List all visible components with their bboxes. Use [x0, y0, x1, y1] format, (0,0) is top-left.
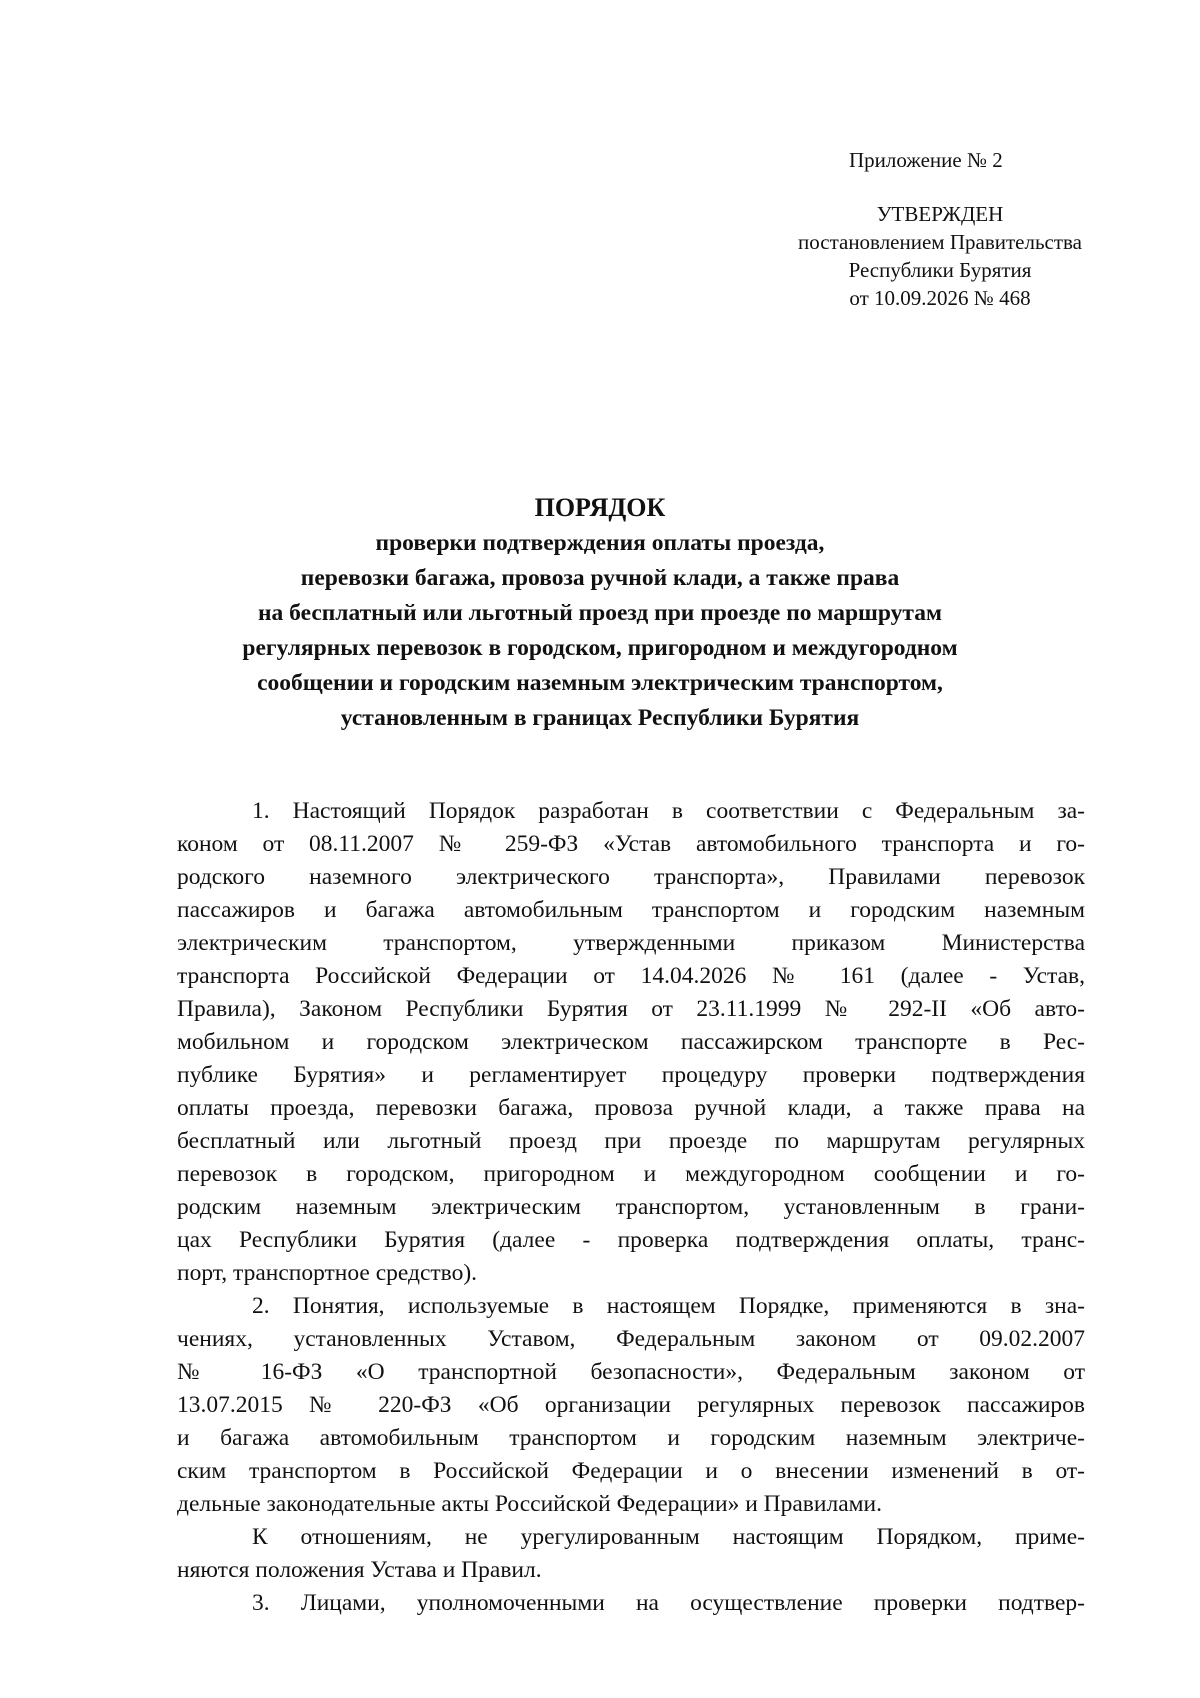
body-line: порт, транспортное средство).	[177, 1260, 478, 1286]
approval-stamp-line: от 10.09.2026 № 468	[849, 286, 1031, 310]
body-line: бесплатный или льготный проезд при проезде по маршрутам регулярных	[177, 1128, 1085, 1154]
body-line: К отношениям, не урегулированным настоящим Порядком, приме-	[252, 1524, 1085, 1550]
body-line: Правила), Законом Республики Бурятия от 23.11.1999 № 292-II «Об авто-	[177, 996, 1085, 1022]
body-line: родским наземным электрическим транспортом, установленным в грани-	[177, 1194, 1085, 1220]
body-line: № 16-ФЗ «О транспортной безопасности», Федеральным законом от	[177, 1359, 1085, 1385]
approval-stamp-line: УТВЕРЖДЕН	[876, 202, 1004, 226]
document-title	[150, 490, 1050, 736]
appendix-label: Приложение № 2	[849, 148, 1003, 172]
body-line: и багажа автомобильным транспортом и городским наземным электриче-	[177, 1425, 1085, 1451]
title-subtitle-line: сообщении и городским наземным электрическим транспортом,	[257, 670, 943, 696]
document-body	[177, 795, 1085, 1620]
body-line: 2. Понятия, используемые в настоящем Порядке, применяются в зна-	[252, 1293, 1085, 1319]
body-line: 3. Лицами, уполномоченными на осуществление проверки подтвер-	[252, 1590, 1085, 1616]
body-line: пассажиров и багажа автомобильным транспортом и городским наземным	[177, 897, 1085, 923]
body-line: дельные законодательные акты Российской Федерации» и Правилами.	[177, 1491, 882, 1517]
body-line: няются положения Устава и Правил.	[177, 1557, 542, 1583]
approval-stamp	[760, 200, 1120, 312]
approval-stamp-line: постановлением Правительства	[797, 230, 1082, 254]
body-line: публике Бурятия» и регламентирует процедуру проверки подтверждения	[177, 1062, 1085, 1088]
title-subtitle-line: проверки подтверждения оплаты проезда,	[375, 530, 825, 556]
body-line: электрическим транспортом, утвержденными приказом Министерства	[177, 930, 1085, 956]
body-line: чениях, установленных Уставом, Федеральным законом от 09.02.2007	[177, 1326, 1085, 1352]
body-line: 1. Настоящий Порядок разработан в соответствии с Федеральным за-	[252, 798, 1085, 824]
title-heading: ПОРЯДОК	[534, 493, 666, 522]
body-line: перевозок в городском, пригородном и междугородном сообщении и го-	[177, 1161, 1085, 1187]
title-subtitle-line: регулярных перевозок в городском, пригородном и междугородном	[242, 635, 958, 661]
title-subtitle-line: установленным в границах Республики Бурятия	[340, 705, 860, 731]
body-line: цах Республики Бурятия (далее - проверка подтверждения оплаты, транс-	[177, 1227, 1085, 1253]
body-line: транспорта Российской Федерации от 14.04.2026 № 161 (далее - Устав,	[177, 963, 1085, 989]
body-line: родского наземного электрического транспорта», Правилами перевозок	[177, 864, 1085, 890]
body-line: коном от 08.11.2007 № 259-ФЗ «Устав автомобильного транспорта и го-	[177, 831, 1085, 857]
title-subtitle-line: перевозки багажа, провоза ручной клади, а также права	[300, 565, 900, 591]
title-subtitle-line: на бесплатный или льготный проезд при проезде по маршрутам	[258, 600, 942, 626]
body-line: оплаты проезда, перевозки багажа, провоза ручной клади, а также права на	[177, 1095, 1085, 1121]
body-line: ским транспортом в Российской Федерации и о внесении изменений в от-	[177, 1458, 1085, 1484]
body-line: 13.07.2015 № 220-ФЗ «Об организации регулярных перевозок пассажиров	[177, 1392, 1085, 1418]
body-line: мобильном и городском электрическом пассажирском транспорте в Рес-	[177, 1029, 1085, 1055]
approval-stamp-line: Республики Бурятия	[848, 258, 1032, 282]
